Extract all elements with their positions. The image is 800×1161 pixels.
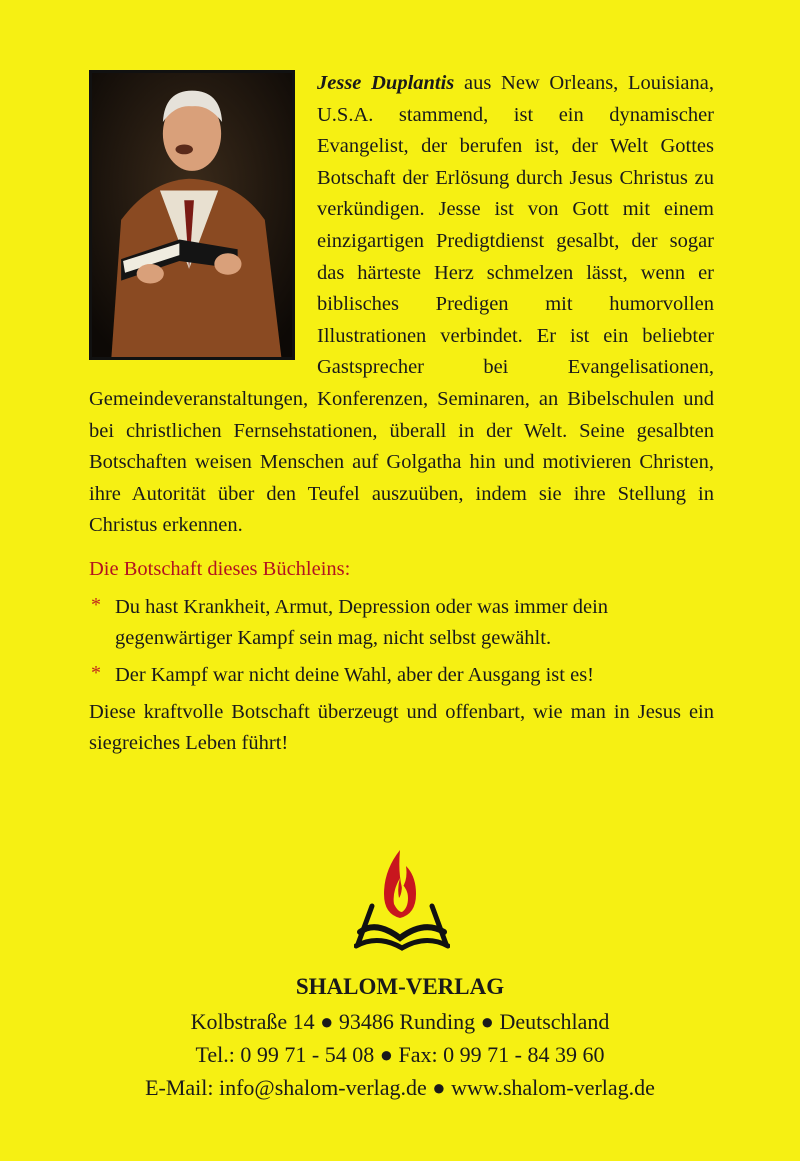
publisher-address: Kolbstraße 14 ● 93486 Runding ● Deutschland: [190, 1009, 610, 1034]
flame-over-open-book-icon: [354, 848, 450, 952]
message-bullet-list: [89, 592, 714, 691]
asterisk-bullet-icon: *: [91, 661, 101, 684]
author-photo: [89, 70, 295, 360]
publisher-contact: E-Mail: info@shalom-verlag.de ● www.shalom-verlag.de: [145, 1075, 655, 1100]
publisher-footer: [0, 970, 800, 1104]
bullet-text: Du hast Krankheit, Armut, Depression oder was immer dein gegenwärtiger Kampf sein mag, nicht selbst gewählt.: [115, 595, 609, 649]
author-bio: [89, 68, 714, 542]
author-bio-text: aus New Orleans, Louisiana, U.S.A. stammend, ist ein dynamischer Evangelist, der berufen ist, der Welt Gottes Botschaft der Erlösung durch Jesus Christus zu verkündigen. Jesse ist von Gott mit einem einzigartigen Predigtdienst gesalbt, der sogar das härteste Herz schmelzen lässt, wenn er biblisches Predigen mit humorvollen Illustrationen verbindet. Er ist ein beliebter Gastsprecher bei Evangelisationen, Gemeindeveranstaltungen, Konferenzen, Seminaren, an Bibelschulen und bei christlichen Fernsehstationen, überall in der Welt. Seine gesalbten Botschaften weisen Menschen auf Golgatha hin und motivieren Christen, ihre Autorität über den Teufel auszuüben, indem sie ihre Stellung in Christus erkennen.: [89, 72, 714, 537]
list-item: [89, 592, 714, 654]
bullet-text: Der Kampf war nicht deine Wahl, aber der Ausgang ist es!: [115, 663, 594, 686]
message-subheading: Die Botschaft dieses Büchleins:: [89, 557, 351, 580]
author-name: Jesse Duplantis: [317, 72, 455, 94]
publisher-name: SHALOM-VERLAG: [295, 974, 505, 999]
list-item: [89, 660, 714, 691]
closing-statement: Diese kraftvolle Botschaft überzeugt und offenbart, wie man in Jesus ein siegreiches Leben führt!: [89, 700, 714, 754]
back-cover-content: [89, 68, 714, 759]
publisher-phone: Tel.: 0 99 71 - 54 08 ● Fax: 0 99 71 - 84 39 60: [195, 1042, 605, 1067]
asterisk-bullet-icon: *: [91, 593, 101, 616]
